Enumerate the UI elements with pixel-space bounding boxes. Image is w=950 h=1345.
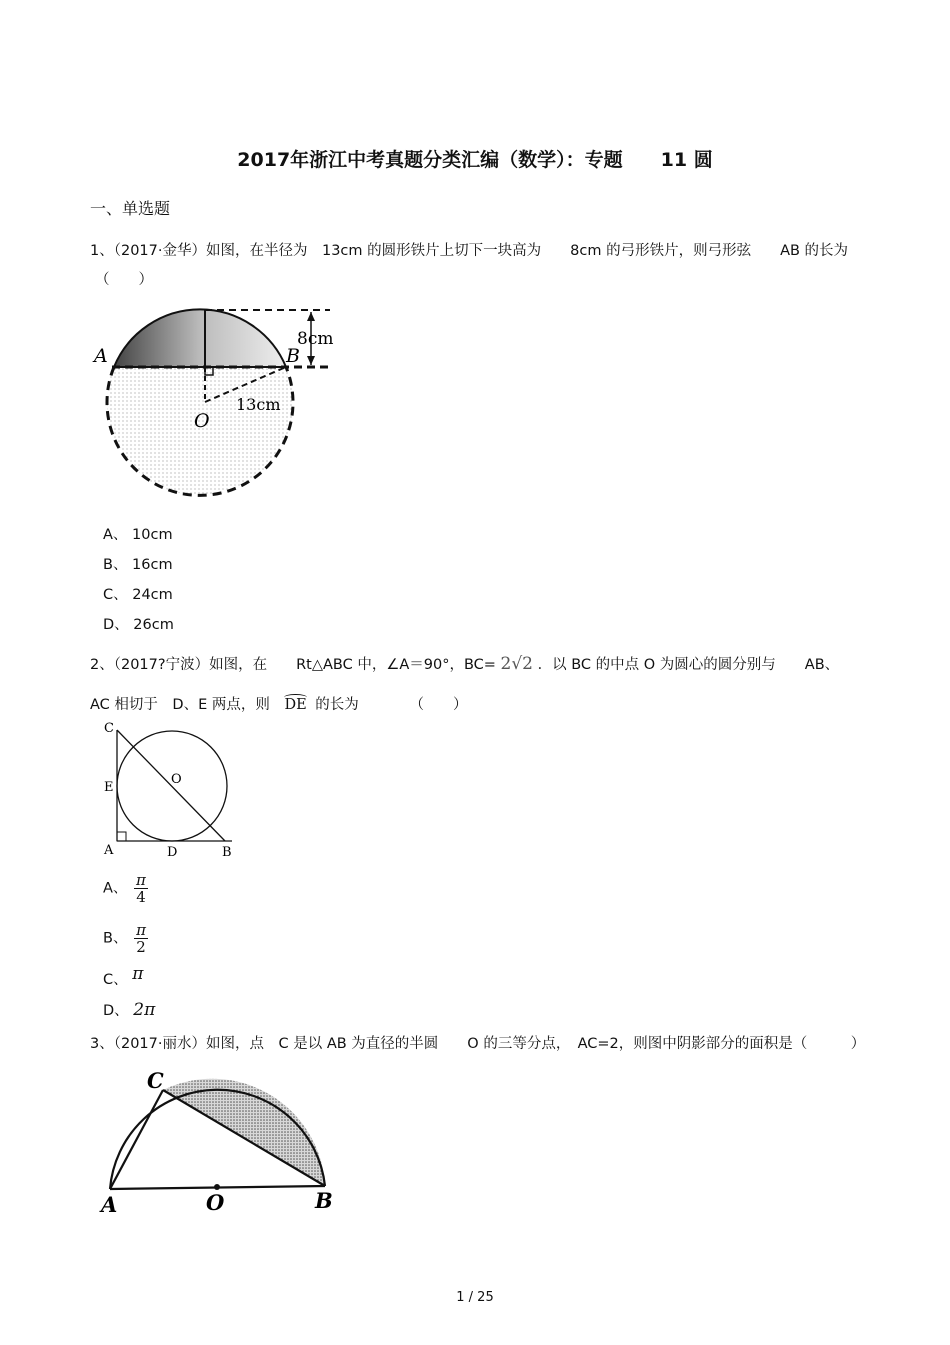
q2-option-c-value: π [132,964,144,984]
label-e: E [104,780,114,795]
q2-option-a-num: π [136,871,146,889]
q1-option-a[interactable]: A、 10cm [103,527,173,543]
chord-ac [110,1090,163,1189]
q1-option-b[interactable]: B、 16cm [103,557,173,573]
page-number: 1 / 25 [456,1290,494,1305]
q2-option-b-num: π [136,921,146,939]
label-b: B [315,1188,333,1213]
q1-option-c[interactable]: C、 24cm [103,587,173,603]
label-b: B [286,345,300,367]
label-a: A [101,1192,118,1217]
q2-option-c-label: C、 [103,972,128,988]
label-o: O [171,772,182,787]
label-a: A [94,345,108,367]
label-b: B [222,845,232,860]
q2-option-d[interactable] [103,999,155,1020]
q2-line1-pre: 2、（2017?宁波）如图，在 Rt△ABC 中，∠A＝90°，BC= [90,657,496,673]
label-c: C [147,1068,164,1093]
q2-option-d-value: 2π [133,1000,156,1020]
label-d: D [167,845,178,860]
question-3-text: 3、（2017·丽水）如图，点 C 是以 AB 为直径的半圆 O 的三等分点， AC=2，则图中阴影部分的面积是（ ） [90,1036,866,1052]
question-1-text: 1、（2017·金华）如图，在半径为 13cm 的圆形铁片上切下一块高为 8cm 的弓形铁片，则弓形弦 AB 的长为 [90,243,849,259]
label-o: O [194,410,210,432]
q2-option-b[interactable] [103,922,148,955]
q2-option-b-label: B、 [103,930,128,947]
q2-line1-post: ．以 BC 的中点 O 为圆心的圆分别与 AB、 [537,657,840,673]
label-a: A [104,843,114,858]
q1-option-d[interactable]: D、 26cm [103,617,174,633]
question-1-figure [90,300,350,505]
q2-line2-pre: AC 相切于 D、E 两点，则 [90,697,270,713]
bc-value: 2√2 [500,654,533,674]
question-1-answer-blank: （ ） [95,272,153,288]
arrow-down-icon [307,356,315,365]
document-title: 2017年浙江中考真题分类汇编（数学）：专题 11 圆 [237,149,713,171]
question-3-figure [95,1062,345,1222]
q2-option-b-den: 2 [136,938,146,956]
label-c: C [104,721,114,736]
q2-option-a-fraction [134,872,148,905]
q2-option-b-fraction [134,922,148,955]
arc-de-label: DE [284,697,307,713]
question-2-figure [98,718,243,863]
label-o: O [206,1190,225,1215]
q2-option-a[interactable] [103,872,148,905]
arrow-up-icon [307,312,315,321]
right-angle-mark [117,832,126,841]
q2-option-a-label: A、 [103,880,128,897]
question-2-text-line2 [90,693,468,714]
shaded-segment [114,309,286,367]
label-height: 8cm [297,329,334,349]
q2-option-a-den: 4 [136,888,146,906]
section-heading: 一、单选题 [90,199,171,218]
label-radius: 13cm [236,395,281,414]
q2-option-d-label: D、 [103,1003,129,1019]
question-2-text-line1 [90,653,839,674]
q2-line2-post: 的长为 （ ） [315,697,468,713]
q2-option-c[interactable] [103,964,144,989]
